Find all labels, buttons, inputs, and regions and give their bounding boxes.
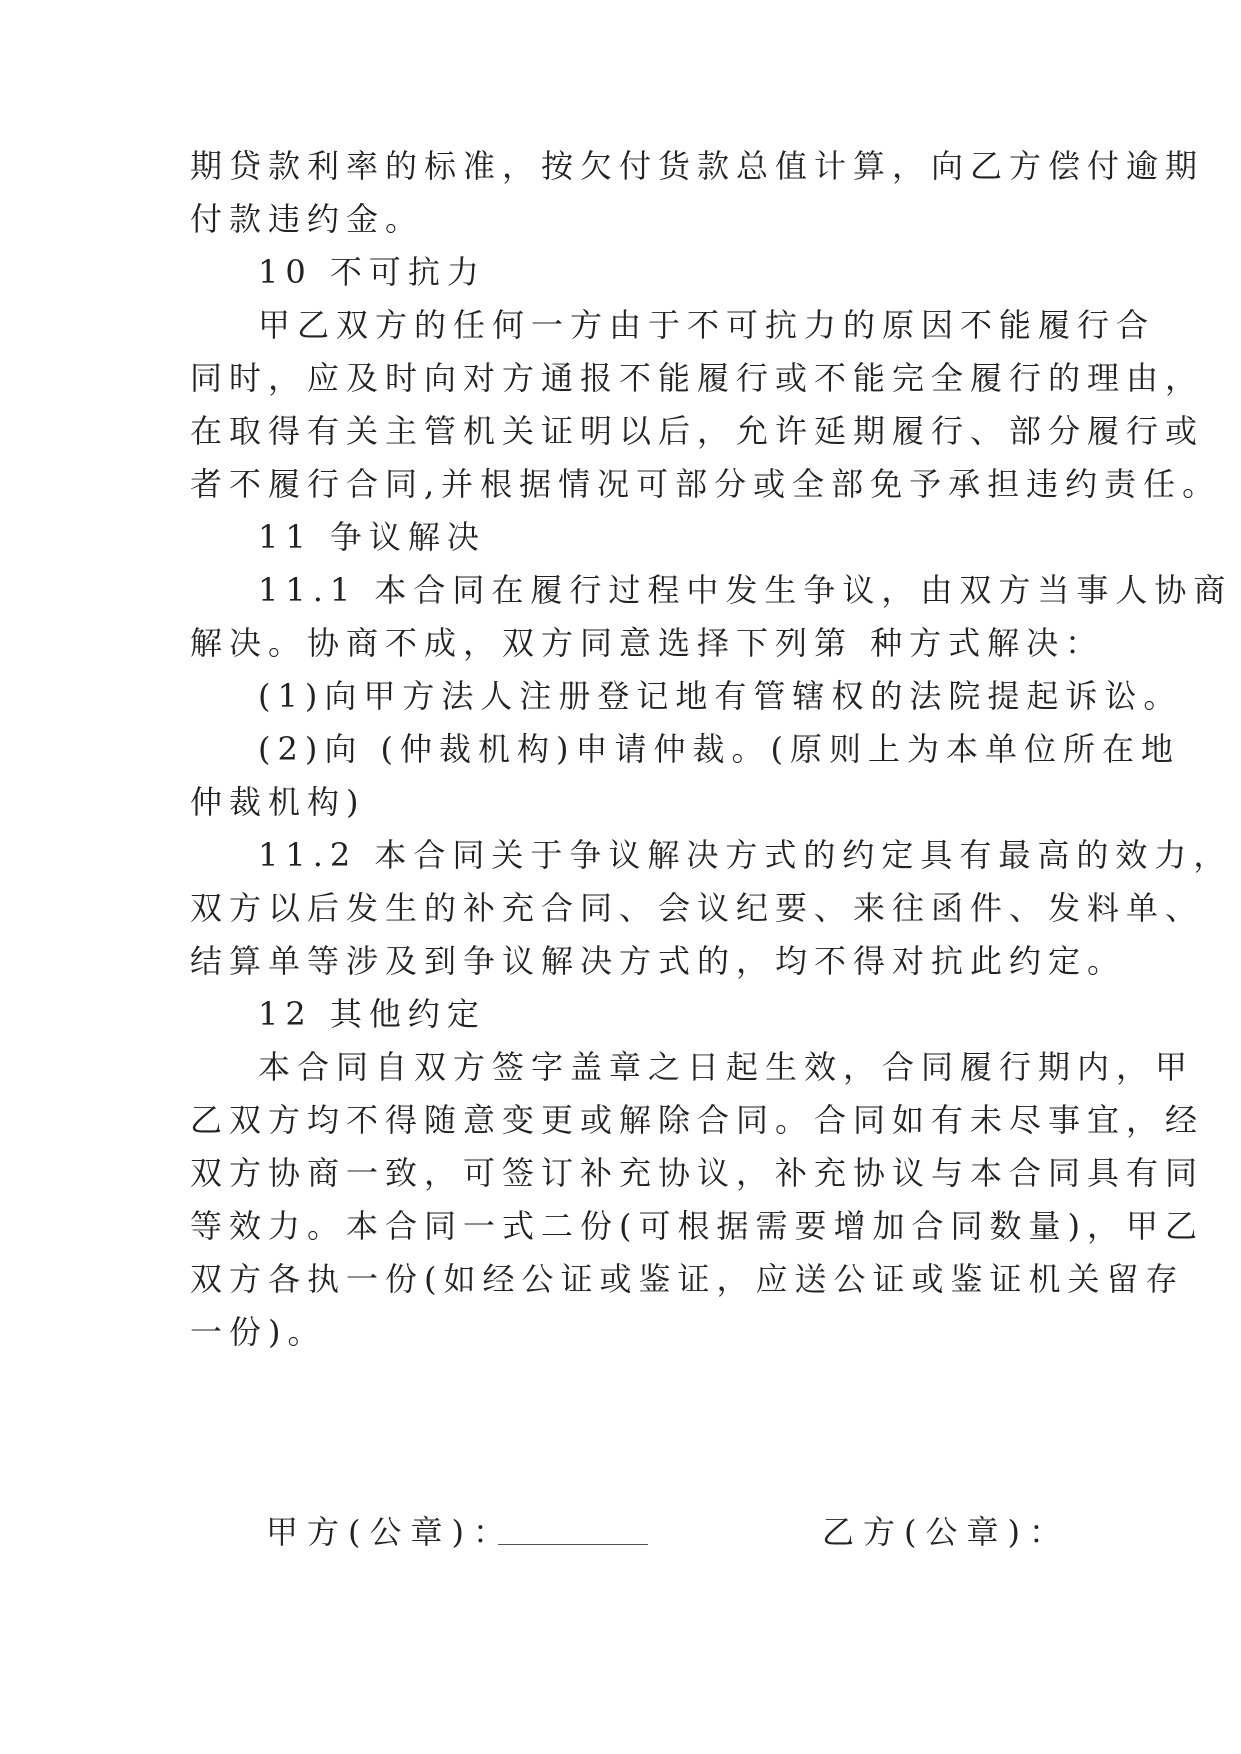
- paragraph-line: 期贷款利率的标准，按欠付货款总值计算，向乙方偿付逾期: [190, 147, 1205, 185]
- paragraph-line: 结算单等涉及到争议解决方式的，均不得对抗此约定。: [190, 942, 1127, 980]
- paragraph-line: 双方协商一致，可签订补充协议，补充协议与本合同具有同: [190, 1154, 1205, 1192]
- paragraph-line: 同时，应及时向对方通报不能履行或不能完全履行的理由，: [190, 359, 1205, 397]
- list-item: (2)向 (仲裁机构)申请仲裁。(原则上为本单位所在地: [258, 730, 1180, 768]
- party-a-seal-label: 甲方(公章)：: [266, 1513, 514, 1551]
- paragraph-line: 双方以后发生的补充合同、会议纪要、来往函件、发料单、: [190, 889, 1205, 927]
- paragraph-line: 者不履行合同,并根据情况可部分或全部免予承担违约责任。: [190, 465, 1222, 503]
- paragraph-line: 乙双方均不得随意变更或解除合同。合同如有未尽事宜，经: [190, 1101, 1205, 1139]
- paragraph-line: 一份)。: [190, 1313, 327, 1351]
- list-item: (1)向甲方法人注册登记地有管辖权的法院提起诉讼。: [258, 677, 1183, 715]
- party-a-signature-blank: [498, 1544, 648, 1545]
- paragraph-line: 本合同自双方签字盖章之日起生效，合同履行期内，甲: [258, 1048, 1195, 1086]
- paragraph-line: 甲乙双方的任何一方由于不可抗力的原因不能履行合: [258, 306, 1156, 344]
- signature-row: [0, 1510, 1241, 1554]
- paragraph-line: 仲裁机构): [190, 783, 366, 821]
- paragraph-line: 双方各执一份(如经公证或鉴证，应送公证或鉴证机关留存: [190, 1260, 1185, 1298]
- section-heading: 11 争议解决: [258, 518, 486, 556]
- paragraph-line: 11.2 本合同关于争议解决方式的约定具有最高的效力，: [258, 836, 1233, 874]
- paragraph-line: 等效力。本合同一式二份(可根据需要增加合同数量)，甲乙: [190, 1207, 1204, 1245]
- section-heading: 10 不可抗力: [258, 253, 486, 291]
- paragraph-line: 11.1 本合同在履行过程中发生争议，由双方当事人协商: [258, 571, 1233, 609]
- section-heading: 12 其他约定: [258, 995, 486, 1033]
- paragraph-line: 在取得有关主管机关证明以后，允许延期履行、部分履行或: [190, 412, 1205, 450]
- paragraph-line: 付款违约金。: [190, 200, 425, 238]
- party-b-seal-label: 乙方(公章)：: [822, 1513, 1070, 1551]
- paragraph-line: 解决。协商不成，双方同意选择下列第 种方式解决：: [190, 624, 1105, 662]
